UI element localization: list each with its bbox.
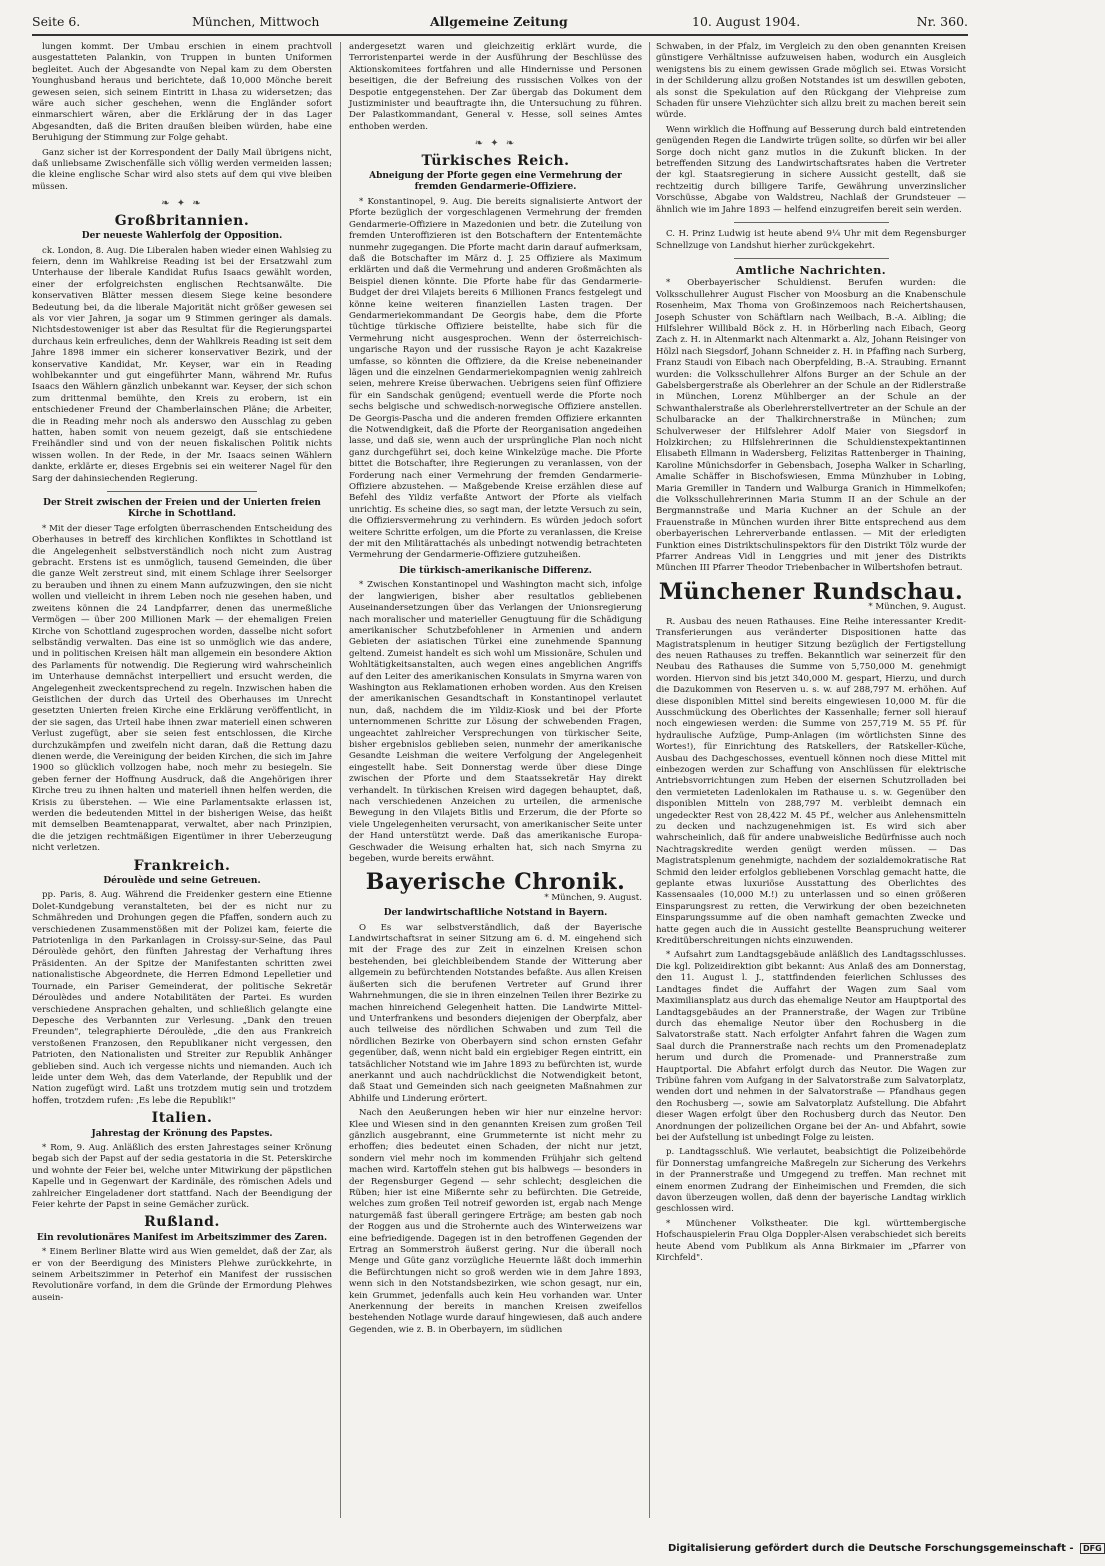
- article-paragraph: O Es war selbstverständlich, daß der Bayerische Landwirtschaftsrat in seiner Sitzung am 6. d. M. eingehend sich mit der Frage des zur Zeit in einzelnen Kreisen schon bestehenden, bei gleichbleibendem Stande der Witterung aber allgemein zu befürchtenden Notstandes befaßte. Aus allen Kreisen äußerten sich die berufenen Vertreter auf Grund ihrer Wahrnehmungen, die sie in ihren einzelnen Teilen ihrer Bezirke zu machen hinreichend Gelegenheit hatten. Die Landwirte Mittel- und Unterfrankens und besonders diejenigen der Oberpfalz, aber auch teilweise des nördlichen Schwaben und zum Teil die nördlichen Bezirke von Oberbayern sind schon ernsten Gefahr gegenüber, daß, wenn nicht bald ein ergiebiger Regen eintritt, ein tatsächlicher Notstand wie im Jahre 1893 zu befürchten ist, wurde anerkannt und auch nachdrücklichst die Notwendigkeit betont, daß Staat und Gemeinden sich nach geeigneten Maßnahmen zur Abhilfe und Linderung erörtert.: [349, 922, 642, 1104]
- article-paragraph: Nach den Aeußerungen heben wir hier nur einzelne hervor: Klee und Wiesen sind in den genannten Kreisen zum großen Teil gänzlich ausgebrannt, eine Grummeternte ist nicht mehr zu erhoffen; dies bedeutet einen Schaden, der nicht nur jetzt, sondern viel mehr noch im kommenden Frühjahr sich geltend machen wird. Kartoffeln stehen gut bis halbwegs — besonders in der Regensburger Gegend — sehr schlecht; desgleichen die Rüben; hier ist eine Mißernte sehr zu befürchten. Die Getreide, welches zum großen Teil notreif geworden ist, ergab nach Menge naturgemäß fast überall geringere Erträge; am besten gab noch der Roggen aus und die Strohernte auch des Winterweizens war eine befriedigende. Dagegen ist in den betroffenen Gegenden der Ertrag an Sommerstroh äußerst gering. Nur die überall noch Menge und Güte ganz vorzügliche Heuernte läßt doch immerhin die Befürchtungen nicht so groß werden wie in dem Jahre 1893, wenn sich in den Notstandsbezirken, wie schon gesagt, nur ein, kein Grummet, jedenfalls auch kein Heu vorhanden war. Unter Anerkennung der bereits in manchen Kreisen zweifellos bestehenden Notlage wurde darauf hingewiesen, daß auch andere Gegenden, wie z. B. in Oberbayern, im südlichen: [349, 1108, 642, 1335]
- section-heading-gb: Großbritannien.: [114, 212, 250, 229]
- article-paragraph: * Zwischen Konstantinopel und Washington macht sich, infolge der langwierigen, bisher aber resultatlos gebliebenen Auseinandersetzungen über das Verlangen der Unionsregierung nach moralischer und materieller Genugtuung für die Schädigung amerikanischer Schutzbefohlener in Armenien und andern Gebieten der asiatischen Türkei eine zunehmende Spannung geltend. Zumeist handelt es sich wohl um Missionäre, Schulen und Wohltätigkeitsanstalten, auch wegen eines angeblichen Angriffs auf den Leiter des amerikanischen Konsulats in Smyrna waren von Washington aus Reklamationen erhoben worden. Aus den Kreisen der amerikanischen Gesandtschaft in Konstantinopel verlautet nun, daß, nachdem die im Yildiz-Kiosk und bei der Pforte unternommenen Schritte zur Lösung der schwebenden Fragen, ungeachtet zahlreicher Versprechungen von türkischer Seite, bisher ergebnislos geblieben seien, nunmehr der amerikanische Gesandte Leishman die weitere Verfolgung der Angelegenheit eingestellt habe. Seit Donnerstag werde über diese Dinge zwischen der Pforte und dem Staatssekretär Hay direkt verhandelt. In türkischen Kreisen wird dagegen behauptet, daß, nach verschiedenen Anzeichen zu urteilen, die armenische Bewegung in den Vilajets Bitlis und Erzerum, die der Pforte so viele Ungelegenheiten verursacht, von amerikanischer Seite unter der Hand unterstützt werde. Daß das amerikanische Europa-Geschwader die Weisung erhalten hat, sich nach Smyrna zu begeben, wurde bereits erwähnt.: [349, 580, 642, 865]
- article-subheading: Abneigung der Pforte gegen eine Vermehrung der fremden Gendarmerie-Offiziere.: [369, 171, 622, 193]
- digitization-footer: [668, 1543, 1105, 1554]
- article-paragraph: andergesetzt waren und gleichzeitig erklärt wurde, die Terroristenpartei werde in der Ausführung der Beschlüsse des Aktionskomitees fortfahren und alle Hindernisse und Personen beseitigen, die der Befreiung des russischen Volkes von der Despotie entgegenstehen. Der Zar übergab das Dokument dem Justizminister und beauftragte ihn, die Untersuchung zu führen. Der Palastkommandant, General v. Hesse, soll seines Amtes enthoben werden.: [349, 42, 642, 132]
- article-paragraph: Wenn wirklich die Hoffnung auf Besserung durch bald eintretenden genügenden Regen die Landwirte trügen sollte, so dürfen wir bei aller Sorge doch nicht ganz mutlos in die Zukunft blicken. In der betreffenden Sitzung des Landwirtschaftsrates haben die Vertreter der kgl. Staatsregierung in sichere Aussicht gestellt, daß sie rechtzeitig durch billigere Tarife, Gewährung unverzinslicher Vorschüsse, Abgabe von Waldstreu, Nachlaß der Grundsteuer — ähnlich wie im Jahre 1893 — helfend einzugreifen bereit sein werden.: [656, 124, 966, 215]
- divider: [734, 258, 889, 259]
- dateline: * München, 9. August.: [544, 892, 642, 903]
- column-rule: [649, 42, 650, 1518]
- newspaper-title: Allgemeine Zeitung: [430, 14, 568, 29]
- divider: [734, 222, 889, 223]
- ornament-divider: ❧ ✦ ❧: [474, 138, 517, 150]
- article-subheading: Der neueste Wahlerfolg der Opposition.: [81, 231, 283, 242]
- article-subheading: Der landwirtschaftliche Notstand in Bayern.: [383, 908, 608, 919]
- article-subheading: Déroulède und seine Getreuen.: [103, 876, 261, 887]
- section-heading-bayern: Bayerische Chronik.: [365, 869, 626, 896]
- column-2: [349, 42, 642, 1518]
- article-paragraph: * Mit der dieser Tage erfolgten überraschenden Entscheidung des Oberhauses in betreff des kirchlichen Konfliktes in Schottland ist die Angelegenheit selbstverständlich noch nicht zum Austrag gebracht. Erstens ist es unmöglich, tausend Gemeinden, die über die ganze Welt zerstreut sind, mit einem Schlage ihrer Seelsorger zu berauben und ihnen zu einem Mann aufzuzwingen, den sie nicht wollen und vielleicht in ihrem Leben noch nie gesehen haben, und zweitens können die 24 Landpfarrer, denen das unermeßliche Vermögen — über 200 Millionen Mark — der ehemaligen Freien Kirche von Schottland zugesprochen worden, dasselbe nicht sofort selbständig verwalten. Das eine ist so unmöglich wie das andere, und in politischen Kreisen hält man allgemein ein besondere Aktion des Parlaments für notwendig. Die Regierung wird wahrscheinlich im Unterhause demnächst interpelliert und ersucht werden, die Angelegenheit zweckentsprechend zu regeln. Inzwischen haben die Geistlichen der durch das Urteil des Oberhauses im Unrecht gesetzten Unierten freien Kirche eine Erklärung veröffentlicht, in der sie sagen, das Urteil habe ihnen zwar materiell einen schweren Verlust zugefügt, aber sie seien fest entschlossen, die Kirche durchzukämpfen und zweifeln nicht daran, daß die Rettung dazu dienen werde, die Vereinigung der beiden Kirchen, die sich im Jahre 1900 so glücklich vollzogen habe, noch mehr zu besiegeln. Sie geben ferner der Hoffnung Ausdruck, daß die Angehörigen ihrer Kirche treu zu ihnen halten und materiell ihnen helfen werden, die Krisis zu überstehen. — Wie eine Parlamentsakte erlassen ist, werden die bedeutenden Mittel in der bisherigen Weise, das heißt mit demselben Beamtenapparat, verwaltet, aber nach Prinzipien, die die jetzigen rechtmäßigen Eigentümer in ihrer Ueberzeugung nicht verletzen.: [32, 523, 332, 854]
- article-paragraph: R. Ausbau des neuen Rathauses. Eine Reihe interessanter Kredit-Transferierungen aus veränderter Dispositionen hatte das Magistratsplenum in heutiger Sitzung bezüglich der Fertigstellung des neuen Rathauses zu treffen. Bekanntlich war seinerzeit für den Neubau des Rathauses die Summe von 5,750,000 M. genehmigt worden. Hiervon sind bis jetzt 340,000 M. gespart, Hierzu, und durch die Dazukommen von Reserven u. s. w. auf 288,797 M. erhöhen. Auf diese disponiblen Mittel sind bereits eingewiesen 10,000 M. für die Ausschmückung des Oberlichtes der Kassenhalle; ferner soll hierauf noch eingewiesen werden: die Summe von 257,719 M. 55 Pf. für hydraulische Aufzüge, Pump-Anlagen (im wörtlichsten Sinne des Wortes!), für Einrichtung des Ratskellers, der Ratskeller-Küche, Ausbau des Dachgeschosses, eventuell können noch diese Mittel mit einbezogen werden zur Schaffung von Anschlüssen für elektrische Antriebsvorrichtungen zum Heben der eisernen Schutzrolladen bei den vermieteten Ladenlokalen im Rathause u. s. w. Gegenüber den disponiblen Mitteln von 288,797 M. verbleibt demnach ein ungedeckter Rest von 28,422 M. 45 Pf., welcher aus Anlehensmitteln zu decken und nachzugenehmigen ist. Es wird sich aber wahrscheinlich, daß für andere unabweisliche Bedürfnisse auch noch Nachtragskredite werden genügt werden müssen. — Das Magistratsplenum genehmigte, nachdem der sozialdemokratische Rat Schmid den leider erfolglos gebliebenen Vorschlag gemacht hatte, die geplante etwas luxuriöse Ausstattung des Oberlichtes des Kassensaales (10,000 M.!) zu unterlassen und so einen größeren Einsparungsrest zu retten, die Verwirkung der oben bezeichneten Einsparungssumme auf die oben namhaft gemachten Zwecke und hatte gegen auch die in Aussicht gestellte Beanspruchung weiterer Kreditüberschreitungen nichts einzuwenden.: [656, 616, 966, 947]
- section-heading-fr: Frankreich.: [133, 857, 231, 874]
- page-number: Seite 6.: [32, 14, 81, 29]
- article-paragraph: C. H. Prinz Ludwig ist heute abend 9¼ Uhr mit dem Regensburger Schnellzuge von Landshut hierher zurückgekehrt.: [656, 229, 966, 251]
- section-heading-tr: Türkisches Reich.: [421, 152, 570, 169]
- article-subheading: Ein revolutionäres Manifest im Arbeitszimmer des Zaren.: [36, 1232, 328, 1243]
- article-paragraph: p. Landtagsschluß. Wie verlautet, beabsichtigt die Polizeibehörde für Donnerstag umfangreiche Maßregeln zur Sicherung des Verkehrs in der Prannerstraße und Umgegend zu treffen. Man rechnet mit einem enormen Zudrang der Einheimischen und Fremden, die sich davon überzeugen wollen, daß denn der bayerische Landtag wirklich geschlossen wird.: [656, 1147, 966, 1215]
- column-1: [32, 42, 332, 1518]
- article-paragraph: Schwaben, in der Pfalz, im Vergleich zu den oben genannten Kreisen günstigere Verhältnisse aufzuweisen haben, wodurch ein Ausgleich wenigstens bis zu einem gewissen Grade möglich sei. Etwas Vorsicht in der Schilderung allzu großen Notstandes ist um deswillen geboten, als sonst die Spekulation auf den Rückgang der Viehpreise zum Schaden für unsere Viehzüchter sich allzu breit zu machen bereit sein würde.: [656, 42, 966, 121]
- article-paragraph: * Einem Berliner Blatte wird aus Wien gemeldet, daß der Zar, als er von der Beerdigung des Ministers Plehwe zurückkehrte, in seinem Arbeitszimmer in Peterhof ein Manifest der russischen Revolutionäre vorfand, in dem die Gründe der Ermordung Plehwes ausein-: [32, 1247, 332, 1303]
- article-subheading: Die türkisch-amerikanische Differenz.: [399, 565, 592, 576]
- issue-number: Nr. 360.: [916, 14, 968, 29]
- header-place: München, Mittwoch: [192, 14, 320, 29]
- article-paragraph: pp. Paris, 8. Aug. Während die Freidenker gestern eine Etienne Dolet-Kundgebung veranstalteten, bei der es nicht nur zu Schmähreden und Drohungen gegen die Pfaffen, sondern auch zu verschiedenen Zusammenstößen mit der Polizei kam, feierte die Patriotenliga in den Parkanlagen in Croissy-sur-Seine, das Paul Déroulède gehört, den fünften Jahrestag der Verhaftung ihres Präsidenten. An der Spitze der Manifestanten schritten zwei nationalistische Abgeordnete, die Herren Edmond Lepelletier und Tournade, ein Pariser Gemeinderat, der politische Sekretär Déroulèdes und andere Notabilitäten der Partei. Es wurden verschiedene Ansprachen gehalten, und schließlich gelangte eine Depesche des Verbannten zur Verlesung. „Dank den treuen Freunden", telegraphierte Déroulède, „die den aus Frankreich verstoßenen Franzosen, den Republikaner nicht vergessen, den Patrioten, den Nationalisten und Streiter zur Republik Anhänger geblieben sind. Auch ich vergesse nichts und niemanden. Auch ich leide unter dem Weh, das dem Vaterlande, der Republik und der Nation zugefügt wird. Laßt uns trotzdem mutig sein und trotzdem hoffen, trotzdem rufen: ‚Es lebe die Republik!": [32, 890, 332, 1106]
- article-paragraph: * Münchener Volkstheater. Die kgl. württembergische Hofschauspielerin Frau Olga Doppler-Alsen verabschiedet sich bereits heute Abend vom Publikum als Anna Birkmaier im „Pfarrer von Kirchfeld".: [656, 1218, 966, 1264]
- section-heading-it: Italien.: [151, 1110, 213, 1127]
- section-heading-rundschau: Münchener Rundschau.: [658, 578, 964, 605]
- page-header: [32, 14, 968, 36]
- section-heading-amtlich: Amtliche Nachrichten.: [735, 263, 887, 277]
- column-3: [656, 42, 966, 1518]
- article-paragraph: * Oberbayerischer Schuldienst. Berufen wurden: die Volksschullehrer August Fischer von Moosburg an die Knabenschule Rosenheim, Max Thoma von Großinzemoos nach Reichertshausen, Joseph Schuster von Schäftlarn nach Weilbach, B.-A. Aibling; die Hilfslehrer Willibald Böck z. H. in Hörberling nach Eibach, Georg Zach z. H. in Altenmarkt nach Altenmarkt a. Alz, Johann Reisinger von Hölzl nach Siegsdorf, Johann Schneider z. H. in Pfaffing nach Surberg, Franz Staudi von Eibach nach Oberpfelding, B.-A. Straubing. Ernannt wurden: die Volksschullehrer Alfons Burger an der Schule an der Gabelsbergerstraße als Oberlehrer an der Schule an der Ridlerstraße in München, Lorenz Mühlberger an der Schule an der Schwanthalerstraße als Oberlehrerstellvertreter an der Schule an der Schulbaracke an der Thalkirchnerstraße in München; zum Schulverweser der Hilfslehrer Adolf Maier von Siegsdorf in Holzkirchen; zu Hilfslehrerinnen die Schuldienstexpektantinnen Elisabeth Ellmann in Wadersberg, Felizitas Rattenberger in Thaining, Karoline Münichsdorfer in Gebensbach, Josepha Walker in Scharling, Amalie Schäffer in Bischofswiesen, Emma Münzhuber in Lobing, Maria Gremiller in Tandern und Walburga Granich in Himmelkofen; die Volksschullehrerinnen Maria Stumm II an der Schule an der Bergmannstraße und Maria Kuchner an der Schule an der Frauenstraße in München wurden ihrer Bitte entsprechend aus dem oberbayerischen Lehrerverbande entlassen. — Mit der erledigten Funktion eines Distriktschulinspektors für den Distrikt Tölz wurde der Pfarrer Andreas Vidl in Lenggries und mit jener des Distrikts München III Pfarrer Theodor Triebenbacher in Wilbertshofen betraut.: [656, 278, 966, 574]
- article-paragraph: ck. London, 8. Aug. Die Liberalen haben wieder einen Wahlsieg zu feiern, denn im Wahlkreise Reading ist bei der Ersatzwahl zum Unterhause der liberale Kandidat Rufus Isaacs gewählt worden, einer der erfolgreichsten englischen Rechtsanwälte. Die konservativen Blätter messen diesem Siege keine besondere Bedeutung bei, da die liberale Majorität nicht größer gewesen sei als vor vier Jahren, ja sogar um 9 Stimmen geringer als damals. Nichtsdestoweniger ist aber das Resultat für die Regierungspartei durchaus kein erfreuliches, denn der Wahlkreis Reading ist seit dem Jahre 1898 immer ein sicherer konservativer Bezirk, und der konservative Kandidat, Mr. Keyser, war ein in Reading wohlbekannter und gut eingeführter Mann, während Mr. Rufus Isaacs den Wählern gänzlich unbekannt war. Keyser, der sich schon zum drittenmal bemühte, den Kreis zu erobern, ist ein entschiedener Freund der Chamberlainschen Pläne; die Arbeiter, die in Reading mehr noch als anderswo den Ausschlag zu geben hatten, haben somit von neuem gezeigt, daß sie entschiedene Freihändler sind und von der neuen fiskalischen Politik nichts wissen wollen. In der Rede, in der Mr. Isaacs seinen Wählern dankte, erklärte er, dieses Ergebnis sei ein weiterer Nagel für den Sarg der dahinsiechenden Regierung.: [32, 245, 332, 484]
- footer-text: Digitalisierung gefördert durch die Deutsche Forschungsgemeinschaft -: [668, 1543, 1074, 1554]
- article-paragraph: * Aufsahrt zum Landtagsgebäude anläßlich des Landtagsschlusses. Die kgl. Polizeidirektion gibt bekannt: Aus Anlaß des am Donnerstag, den 11. August l. J., stattfindenden feierlichen Schlusses des Landtages findet die Auffahrt der Wagen zum Saal vom Maximiliansplatz aus durch das ehemalige Neutor am Hauptportal des Landtagsgebäudes an der Prannerstraße, der Wagen zur Tribüne durch das ehemalige Neutor über den Rochusberg in die Salvatorstraße statt. Nach erfolgter Anfahrt fahren die Wagen zum Saal durch die Prannerstraße nach rechts um den Promenadeplatz herum und durch die Promenade- und Prannerstraße zum Hauptportal. Die Abfahrt erfolgt durch das Neutor. Die Wagen zur Tribüne fahren vom Aufgang in der Salvatorstraße zum Salvatorplatz, wenden dort und nehmen in der Salvatorstraße — Pfandhaus gegen den Rochusberg —, sowie am Salvatorplatz Aufstellung. Die Abfahrt dieser Wagen erfolgt über den Rochusberg durch das Neutor. Den Anordnungen der polizeilichen Organe bei der An- und Abfahrt, sowie bei der Aufstellung ist unbedingt Folge zu leisten.: [656, 950, 966, 1143]
- article-paragraph: lungen kommt. Der Umbau erschien in einem prachtvoll ausgestatteten Palankin, von Truppen in bunten Uniformen begleitet. Auch der Abgesandte von Nepal kam zu dem Obersten Younghusband heraus und berichtete, daß 10,000 Mönche bereit gewesen seien, sich seinem Eintritt in Lhasa zu widersetzen; das wäre auch sicher geschehen, wenn die Engländer sofort einmarschiert wären, aber die Erklärung der in das Lager Abgesandten, daß die Briten draußen bleiben würden, habe eine Beruhigung der Stimmung zur Folge gehabt.: [32, 42, 332, 144]
- dfg-logo: DFG: [1080, 1543, 1105, 1554]
- dateline: * München, 9. August.: [868, 602, 966, 613]
- article-paragraph: Ganz sicher ist der Korrespondent der Daily Mail übrigens nicht, daß unliebsame Zwischenfälle sich völlig werden vermeiden lassen; die kleine englische Schar wird also stets auf dem qui vive bleiben müssen.: [32, 147, 332, 192]
- ornament-divider: ❧ ✦ ❧: [161, 198, 203, 210]
- article-paragraph: * Rom, 9. Aug. Anläßlich des ersten Jahrestages seiner Krönung begab sich der Papst auf der sedia gestatoria in die St. Peterskirche und wohnte der Feier bei, welche unter Mitwirkung der päpstlichen Kapelle und in Gegenwart der Kardinäle, des römischen Adels und zahlreicher Eingeladener dort stattfand. Nach der Beendigung der Feier kehrte der Papst in seine Gemächer zurück.: [32, 1142, 332, 1210]
- divider: [107, 491, 257, 492]
- section-heading-ru: Rußland.: [144, 1214, 220, 1231]
- article-paragraph: * Konstantinopel, 9. Aug. Die bereits signalisierte Antwort der Pforte bezüglich der vorgeschlagenen Vermehrung der fremden Gendarmerie-Offiziere in Mazedonien und betr. die Zuteilung von fremden Unteroffizieren ist den Botschaftern der Ententemächte nunmehr zugegangen. Die Pforte macht darin darauf aufmerksam, daß die Botschafter im März d. J. 25 Offiziere als Maximum erklärten und daß die Vermehrung und anderen Großmächten als Beispiel dienen könnte. Die Pforte habe für das Gendarmerie-Budget der drei Vilajets bereits 6 Millionen Francs festgelegt und könne keine weiteren finanziellen Lasten tragen. Der Gendarmeriekommandant De Georgis habe, dem die Pforte tüchtige türkische Offiziere beistellte, habe sich für die Vermehrung nicht ausgesprochen. Wenn der österreichisch-ungarische Rayon und der russische Rayon je acht Kazakreise umfasse, so könnten die Offiziere, da die Kreise nebeneinander lägen und die einzelnen Gendarmeriekompagnien wenig zahlreich seien, mehrere Kreise überwachen. Uebrigens seien fünf Offiziere für ein Sandschak genügend; eventuell werde die Pforte noch sechs belgische und schwedisch-norwegische Offiziere anstellen. De Georgis-Pascha und die anderen fremden Offiziere erkannten die Notwendigkeit, daß die Pforte der Reorganisation angedeihen lasse, und daß sie, wenn auch der ursprüngliche Plan noch nicht ganz durchgeführt sei, doch keine Winkelzüge mache. Die Pforte bittet die Botschafter, ihre Regierungen zu veranlassen, von der Forderung nach einer Vermehrung der fremden Gendarmerie-Offiziere abzustehen. — Maßgebende Kreise erzählen diese auf Befehl des Yildiz verfaßte Antwort der Pforte als vielfach unrichtig. Es scheine dies, so sagt man, der letzte Versuch zu sein, die Offiziersvermehrung zu verhindern. Es würden jedoch sofort weitere Schritte erfolgen, um die Pforte zu veranlassen, die Kreise der mit den Militärattachés als unbedingt notwendig betrachteten Vermehrung der Gendarmerie-Offiziere gutzuheißen.: [349, 196, 642, 561]
- column-rule: [340, 42, 341, 1518]
- article-subheading: Jahrestag der Krönung des Papstes.: [91, 1128, 273, 1139]
- header-date: 10. August 1904.: [692, 14, 801, 29]
- article-subheading: Der Streit zwischen der Freien und der Unierten freien Kirche in Schottland.: [43, 498, 321, 520]
